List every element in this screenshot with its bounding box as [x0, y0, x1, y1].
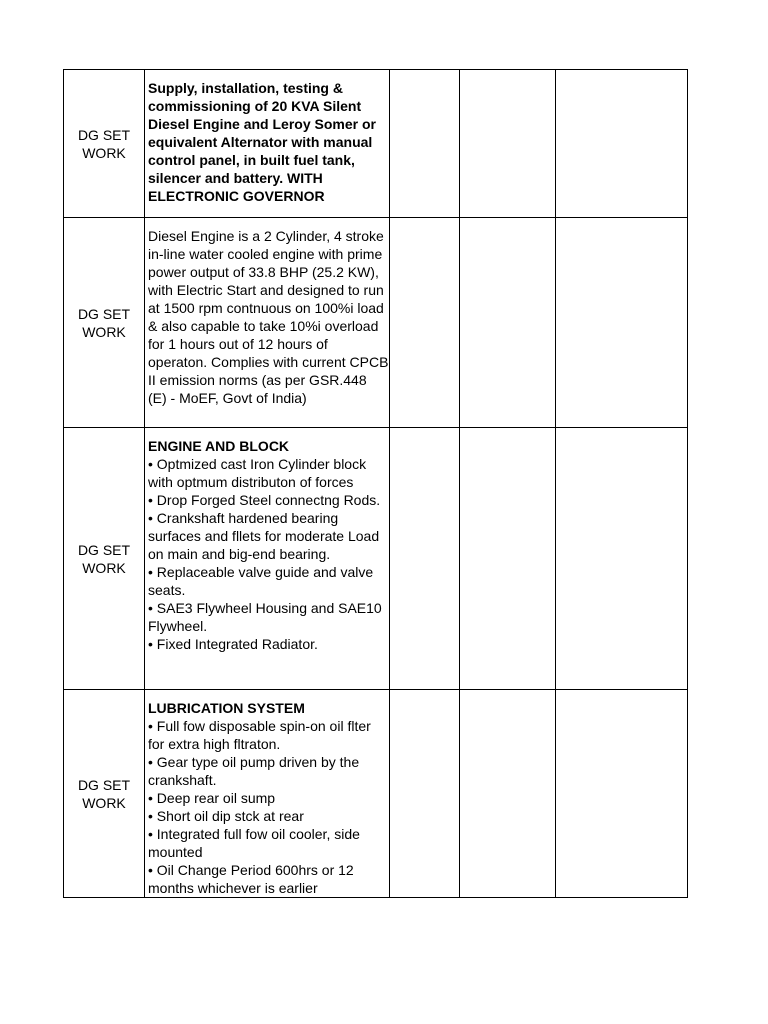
table-row — [64, 428, 688, 690]
bullet-item: • Crankshaft hardened bearing surfaces and fllets for moderate Load on main and big-end bearing. — [148, 510, 380, 562]
specification-table — [63, 69, 688, 898]
description-text: Supply, installation, testing & commissioning of 20 KVA Silent Diesel Engine and Leroy Somer or equivalent Alternator with manual control panel, in built fuel tank, silencer and battery. WITH ELECTRONIC GOVERNOR — [148, 80, 376, 204]
bullet-item: • Short oil dip stck at rear — [148, 808, 304, 824]
category-label-line2: WORK — [82, 144, 126, 161]
category-label-line2: WORK — [82, 794, 126, 811]
empty-cell-c — [556, 70, 688, 218]
empty-cell-a — [390, 428, 460, 690]
category-label-line1: DG SET — [77, 776, 131, 793]
bullet-item: • Oil Change Period 600hrs or 12 months whichever is earlier — [148, 862, 354, 896]
description-cell — [145, 218, 390, 428]
empty-cell-a — [390, 218, 460, 428]
empty-cell-c — [556, 218, 688, 428]
empty-cell-a — [390, 690, 460, 898]
empty-cell-c — [556, 428, 688, 690]
section-heading: LUBRICATION SYSTEM — [148, 700, 305, 716]
category-label-line2: WORK — [82, 323, 126, 340]
category-label-line1: DG SET — [77, 126, 131, 143]
category-cell — [64, 218, 145, 428]
empty-cell-a — [390, 70, 460, 218]
category-label-line2: WORK — [82, 559, 126, 576]
table-row — [64, 70, 688, 218]
table-row — [64, 690, 688, 898]
category-cell — [64, 70, 145, 218]
category-label-line1: DG SET — [77, 541, 131, 558]
empty-cell-b — [460, 428, 556, 690]
bullet-item: • Drop Forged Steel connectng Rods. — [148, 492, 381, 508]
table-row — [64, 218, 688, 428]
category-cell — [64, 428, 145, 690]
description-cell — [145, 690, 390, 898]
bullet-item: • SAE3 Flywheel Housing and SAE10 Flywheel. — [148, 600, 382, 634]
empty-cell-b — [460, 218, 556, 428]
empty-cell-b — [460, 70, 556, 218]
description-cell — [145, 70, 390, 218]
description-cell — [145, 428, 390, 690]
section-heading: ENGINE AND BLOCK — [148, 438, 290, 454]
bullet-item: • Deep rear oil sump — [148, 790, 276, 806]
empty-cell-c — [556, 690, 688, 898]
bullet-item: • Gear type oil pump driven by the crankshaft. — [148, 754, 360, 788]
bullet-item: • Full fow disposable spin-on oil flter for extra high fltraton. — [148, 718, 371, 752]
bullet-item: • Fixed Integrated Radiator. — [148, 636, 318, 652]
bullet-item: • Replaceable valve guide and valve seats. — [148, 564, 374, 598]
category-label-line1: DG SET — [77, 305, 131, 322]
description-text: Diesel Engine is a 2 Cylinder, 4 stroke in-line water cooled engine with prime power output of 33.8 BHP (25.2 KW), with Electric Start and designed to run at 1500 rpm contnuous on 100%i load & also capable to take 10%i overload for 1 hours out of 12 hours of operaton. Complies with current CPCB II emission norms (as per GSR.448 (E) - MoEF, Govt of India) — [148, 228, 389, 406]
bullet-item: • Optmized cast Iron Cylinder block with optmum distributon of forces — [148, 456, 367, 490]
bullet-item: • Integrated full fow oil cooler, side mounted — [148, 826, 360, 860]
category-cell — [64, 690, 145, 898]
empty-cell-b — [460, 690, 556, 898]
